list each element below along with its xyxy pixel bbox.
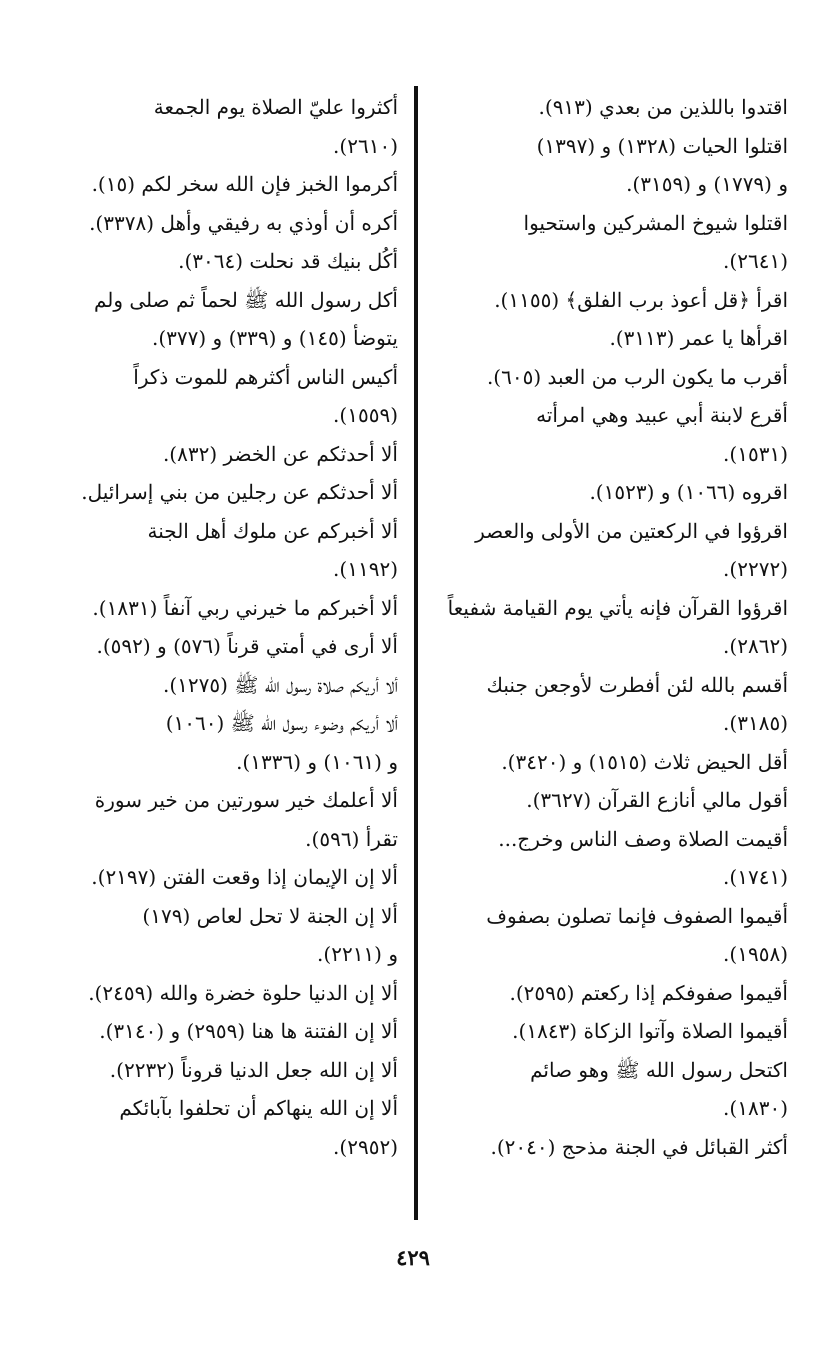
index-entry-line: أقيموا صفوفكم إذا ركعتم (٢٥٩٥). [509,980,788,1005]
index-entry-line: (٣١٨٥). [723,711,788,735]
index-entry-line: اقرأ ﴿قل أعوذ برب الفلق﴾ (١١٥٥). [494,287,788,312]
left-column [38,88,398,1166]
index-entry-line: ألا أريكم صلاة رسول الله ﷺ (١٢٧٥). [162,672,398,697]
index-entry-line: أقسم بالله لئن أفطرت لأوجعن جنبك [486,672,788,697]
index-entry-line: (٢٦٤١). [723,249,788,273]
index-entry-line: (١٥٥٩). [333,403,398,427]
index-entry-line: ألا أخبركم عن ملوك أهل الجنة [147,518,398,543]
index-entry-line: اقروه (١٠٦٦) و (١٥٢٣). [589,480,788,504]
index-entry-line: اقتلوا الحيات (١٣٢٨) و (١٣٩٧) [536,133,788,158]
index-entry-line: اقتدوا باللذين من بعدي (٩١٣). [538,95,788,119]
index-entry-line: أكرموا الخبز فإن الله سخر لكم (١٥). [91,172,398,196]
index-entry-line: (٢٩٥٢). [333,1134,398,1159]
index-entry-line: أقرب ما يكون الرب من العبد (٦٠٥). [486,364,788,389]
index-entry-line: أكُل بنيك قد نحلت (٣٠٦٤). [178,249,398,273]
index-entry-line: (١١٩٢). [333,557,398,581]
index-entry-line: اقرأها يا عمر (٣١١٣). [609,326,788,350]
index-entry-line: اقرؤوا في الركعتين من الأولى والعصر [475,518,788,543]
page-number: ٤٢٩ [396,1245,430,1270]
index-entry-line: ألا إن الله جعل الدنيا قروناً (٢٢٣٢). [109,1057,398,1082]
index-entry-line: ألا أعلمك خير سورتين من خير سورة [94,788,398,812]
index-entry-line: اقتلوا شيوخ المشركين واستحيوا [523,210,788,235]
column-divider [414,86,418,1220]
index-entry-line: أكره أن أوذي به رفيقي وأهل (٣٣٧٨). [89,210,398,235]
index-entry-line: أقرع لابنة أبي عبيد وهي امرأته [536,403,788,427]
index-entry-line: اقرؤوا القرآن فإنه يأتي يوم القيامة شفيعاً [447,595,788,620]
index-entry-line: أكثر القبائل في الجنة مذحج (٢٠٤٠). [490,1134,788,1159]
index-entry-line: أكل رسول الله ﷺ لحماً ثم صلى ولم [93,287,398,312]
index-entry-line: أقيموا الصفوف فإنما تصلون بصفوف [486,903,788,928]
index-entry-line: (١٧٤١). [723,865,788,889]
index-entry-line: ألا أخبركم ما خيرني ربي آنفاً (١٨٣١). [92,595,398,620]
index-entry-line: و (٢٢١١). [317,942,398,966]
index-entry-line: ألا أحدثكم عن الخضر (٨٣٢). [162,441,398,466]
index-entry-line: (٢٦١٠). [333,133,398,158]
index-entry-line: أكثروا عليّ الصلاة يوم الجمعة [153,95,398,119]
index-entry-line: أكيس الناس أكثرهم للموت ذكراً [133,364,398,389]
index-entry-line: ألا إن الفتنة ها هنا (٢٩٥٩) و (٣١٤٠). [99,1019,398,1043]
index-entry-line: ألا إن الجنة لا تحل لعاص (١٧٩) [142,903,398,928]
index-entry-line: أقل الحيض ثلاث (١٥١٥) و (٣٤٢٠). [501,749,788,774]
index-entry-line: أقيمت الصلاة وصف الناس وخرج... [498,826,788,851]
index-entry-line: ألا أرى في أمتي قرناً (٥٧٦) و (٥٩٢). [96,634,398,658]
index-entry-line: اكتحل رسول الله ﷺ وهو صائم [530,1057,788,1082]
index-entry-line: ألا أريكم وضوء رسول الله ﷺ (١٠٦٠) [165,711,398,735]
index-entry-line: (١٥٣١). [723,441,788,466]
index-entry-line: و (١٠٦١) و (١٣٣٦). [236,749,398,774]
index-entry-line: (٢٢٧٢). [723,557,788,581]
index-entry-line: ألا أحدثكم عن رجلين من بني إسرائيل. [81,480,398,504]
index-entry-line: تقرأ (٥٩٦). [305,826,398,851]
index-entry-line: ألا إن الدنيا حلوة خضرة والله (٢٤٥٩). [88,980,398,1005]
index-entry-line: ألا إن الله ينهاكم أن تحلفوا بآبائكم [119,1096,398,1120]
index-entry-line: و (١٧٧٩) و (٣١٥٩). [626,172,788,196]
index-entry-line: (٢٨٦٢). [723,634,788,658]
index-entry-line: ألا إن الإيمان إذا وقعت الفتن (٢١٩٧). [91,865,398,889]
index-entry-line: أقيموا الصلاة وآتوا الزكاة (١٨٤٣). [512,1019,788,1043]
right-column [428,88,788,1166]
index-entry-line: أقول مالي أنازع القرآن (٣٦٢٧). [526,788,788,812]
index-entry-line: (١٩٥٨). [723,942,788,966]
index-entry-line: (١٨٣٠). [723,1096,788,1120]
index-entry-line: يتوضأ (١٤٥) و (٣٣٩) و (٣٧٧). [151,326,398,350]
